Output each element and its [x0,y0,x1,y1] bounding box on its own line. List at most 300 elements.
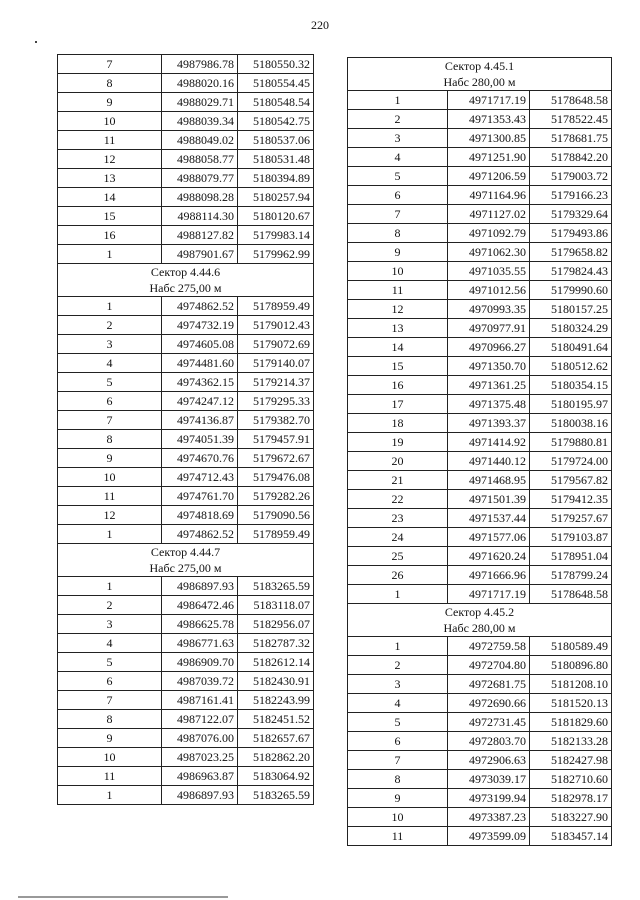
coordinate-x: 4971666.96 [448,566,530,585]
sector-header [58,544,314,577]
coordinate-y: 5180120.67 [238,207,314,226]
point-number: 26 [348,566,448,585]
point-number: 8 [58,430,162,449]
point-number: 23 [348,509,448,528]
coordinate-y: 5180554.45 [238,74,314,93]
table-row [348,110,612,129]
table-row [58,634,314,653]
point-number: 2 [348,656,448,675]
coordinate-x: 4972906.63 [448,751,530,770]
coordinate-y: 5180531.48 [238,150,314,169]
coordinate-x: 4971393.37 [448,414,530,433]
coordinate-y: 5178951.04 [530,547,612,566]
coordinate-y: 5180542.75 [238,112,314,131]
coordinate-y: 5182243.99 [238,691,314,710]
coordinate-y: 5182956.07 [238,615,314,634]
point-number: 13 [348,319,448,338]
point-number: 18 [348,414,448,433]
coordinate-x: 4986909.70 [162,653,238,672]
coordinate-x: 4988020.16 [162,74,238,93]
coordinate-x: 4988079.77 [162,169,238,188]
coordinate-x: 4971414.92 [448,433,530,452]
coordinate-x: 4974862.52 [162,525,238,544]
point-number: 12 [348,300,448,319]
point-number: 11 [58,131,162,150]
coordinate-x: 4972759.58 [448,637,530,656]
coordinate-y: 5183265.59 [238,786,314,805]
coordinate-y: 5179012.43 [238,316,314,335]
table-row [348,770,612,789]
point-number: 15 [58,207,162,226]
coordinate-x: 4987023.25 [162,748,238,767]
sector-height: Набс 280,00 м [443,75,516,89]
coordinate-x: 4971717.19 [448,91,530,110]
coordinate-x: 4970966.27 [448,338,530,357]
point-number: 6 [58,672,162,691]
coordinate-y: 5180157.25 [530,300,612,319]
point-number: 3 [348,129,448,148]
point-number: 8 [58,74,162,93]
coordinate-x: 4988058.77 [162,150,238,169]
point-number: 6 [348,186,448,205]
coordinate-y: 5179140.07 [238,354,314,373]
table-row [348,148,612,167]
table-row [348,452,612,471]
coordinate-x: 4971375.48 [448,395,530,414]
sector-header-row [58,264,314,297]
point-number: 4 [58,354,162,373]
coordinate-y: 5183457.14 [530,827,612,846]
coordinate-x: 4972731.45 [448,713,530,732]
table-row [58,226,314,245]
coordinate-x: 4971501.39 [448,490,530,509]
point-number: 4 [348,694,448,713]
coordinate-y: 5181208.10 [530,675,612,694]
coordinate-y: 5180896.80 [530,656,612,675]
coordinate-x: 4971353.43 [448,110,530,129]
point-number: 10 [58,748,162,767]
table-row [58,188,314,207]
coordinate-x: 4972690.66 [448,694,530,713]
coordinate-x: 4988049.02 [162,131,238,150]
coordinate-y: 5179457.91 [238,430,314,449]
coordinate-x: 4971717.19 [448,585,530,604]
coordinate-x: 4970993.35 [448,300,530,319]
coordinate-y: 5179090.56 [238,506,314,525]
coordinate-x: 4970977.91 [448,319,530,338]
coordinate-y: 5179962.99 [238,245,314,264]
coordinate-y: 5183227.90 [530,808,612,827]
point-number: 12 [58,150,162,169]
table-row [348,91,612,110]
coordinate-x: 4986897.93 [162,577,238,596]
coordinate-x: 4974818.69 [162,506,238,525]
coordinate-x: 4974862.52 [162,297,238,316]
table-row [348,129,612,148]
coordinate-x: 4971440.12 [448,452,530,471]
coordinate-y: 5180537.06 [238,131,314,150]
point-number: 2 [58,316,162,335]
table-row [348,675,612,694]
coordinate-x: 4971620.24 [448,547,530,566]
table-row [348,656,612,675]
coordinate-x: 4971468.95 [448,471,530,490]
coordinate-y: 5182451.52 [238,710,314,729]
point-number: 11 [348,281,448,300]
sector-title: Сектор 4.44.7 [150,545,221,559]
table-row [58,74,314,93]
table-row [348,490,612,509]
table-row [348,395,612,414]
table-row [348,827,612,846]
coordinate-y: 5179103.87 [530,528,612,547]
point-number: 9 [348,243,448,262]
coordinate-y: 5180195.97 [530,395,612,414]
coordinate-y: 5182133.28 [530,732,612,751]
coordinate-y: 5180589.49 [530,637,612,656]
coordinate-y: 5182612.14 [238,653,314,672]
table-row [58,112,314,131]
point-number: 4 [58,634,162,653]
coordinate-y: 5179983.14 [238,226,314,245]
table-row [58,316,314,335]
table-row [348,319,612,338]
point-number: 7 [58,411,162,430]
coordinate-x: 4974247.12 [162,392,238,411]
table-row [58,615,314,634]
coordinate-y: 5183064.92 [238,767,314,786]
point-number: 16 [58,226,162,245]
point-number: 6 [58,392,162,411]
point-number: 10 [58,112,162,131]
coordinate-x: 4988039.34 [162,112,238,131]
point-number: 17 [348,395,448,414]
point-number: 5 [58,653,162,672]
point-number: 9 [348,789,448,808]
coordinate-y: 5180038.16 [530,414,612,433]
coordinate-x: 4971035.55 [448,262,530,281]
point-number: 2 [348,110,448,129]
table-row [348,637,612,656]
point-number: 25 [348,547,448,566]
coordinate-y: 5179382.70 [238,411,314,430]
point-number: 3 [348,675,448,694]
sector-header [348,604,612,637]
coordinate-x: 4974732.19 [162,316,238,335]
table-row [348,186,612,205]
coordinate-x: 4988127.82 [162,226,238,245]
coordinate-y: 5182430.91 [238,672,314,691]
coordinates-table-left-body [58,55,314,805]
sector-height: Набс 275,00 м [149,281,222,295]
coordinate-y: 5179724.00 [530,452,612,471]
point-number: 8 [348,224,448,243]
coordinate-y: 5179412.35 [530,490,612,509]
point-number: 2 [58,596,162,615]
table-row [58,525,314,544]
point-number: 10 [348,808,448,827]
coordinate-y: 5179567.82 [530,471,612,490]
coordinate-x: 4971537.44 [448,509,530,528]
coordinate-y: 5180550.32 [238,55,314,74]
table-row [58,786,314,805]
table-row [348,281,612,300]
coordinate-x: 4974761.70 [162,487,238,506]
coordinate-y: 5179282.26 [238,487,314,506]
coordinate-y: 5179476.08 [238,468,314,487]
point-number: 12 [58,506,162,525]
coordinate-x: 4974670.76 [162,449,238,468]
coordinate-y: 5182862.20 [238,748,314,767]
coordinate-y: 5179824.43 [530,262,612,281]
coordinate-y: 5178959.49 [238,297,314,316]
table-row [58,748,314,767]
table-row [348,167,612,186]
table-row [58,207,314,226]
coordinate-y: 5180257.94 [238,188,314,207]
coordinate-y: 5180512.62 [530,357,612,376]
coordinate-x: 4972681.75 [448,675,530,694]
coordinate-y: 5180491.64 [530,338,612,357]
coordinate-x: 4971577.06 [448,528,530,547]
table-row [348,509,612,528]
coordinate-y: 5179072.69 [238,335,314,354]
table-row [58,93,314,112]
table-row [58,468,314,487]
table-row [58,297,314,316]
coordinate-x: 4973387.23 [448,808,530,827]
coordinate-y: 5179214.37 [238,373,314,392]
coordinate-x: 4971251.90 [448,148,530,167]
sector-header-row [348,604,612,637]
point-number: 7 [348,751,448,770]
sector-header [58,264,314,297]
coordinate-x: 4987986.78 [162,55,238,74]
sector-header-row [58,544,314,577]
coordinate-x: 4988029.71 [162,93,238,112]
point-number: 8 [58,710,162,729]
table-row [58,596,314,615]
point-number: 15 [348,357,448,376]
coordinate-y: 5182978.17 [530,789,612,808]
sector-height: Набс 280,00 м [443,621,516,635]
table-row [348,414,612,433]
point-number: 5 [348,167,448,186]
point-number: 24 [348,528,448,547]
coordinate-x: 4971164.96 [448,186,530,205]
point-number: 3 [58,615,162,634]
point-number: 22 [348,490,448,509]
coordinate-y: 5179658.82 [530,243,612,262]
coordinate-x: 4987076.00 [162,729,238,748]
coordinate-x: 4974712.43 [162,468,238,487]
sector-header-row [348,58,612,91]
coordinate-y: 5179295.33 [238,392,314,411]
point-number: 11 [348,827,448,846]
coordinate-x: 4987122.07 [162,710,238,729]
coordinate-x: 4988098.28 [162,188,238,207]
table-row [348,262,612,281]
sector-height: Набс 275,00 м [149,561,222,575]
point-number: 16 [348,376,448,395]
table-row [348,224,612,243]
point-number: 1 [58,245,162,264]
coordinate-x: 4974051.39 [162,430,238,449]
table-row [58,577,314,596]
coordinate-y: 5180548.54 [238,93,314,112]
table-row [58,653,314,672]
point-number: 19 [348,433,448,452]
coordinate-x: 4973199.94 [448,789,530,808]
point-number: 3 [58,335,162,354]
table-row [348,338,612,357]
sector-title: Сектор 4.44.6 [150,265,221,279]
table-row [348,471,612,490]
table-row [348,585,612,604]
coordinate-x: 4971361.25 [448,376,530,395]
coordinate-y: 5180354.15 [530,376,612,395]
point-number: 14 [348,338,448,357]
coordinate-x: 4971206.59 [448,167,530,186]
table-row [58,487,314,506]
coordinate-x: 4972803.70 [448,732,530,751]
sector-title: Сектор 4.45.1 [444,59,515,73]
table-row [58,335,314,354]
table-row [58,411,314,430]
coordinate-y: 5183118.07 [238,596,314,615]
coordinate-y: 5179880.81 [530,433,612,452]
table-row [348,205,612,224]
coordinate-x: 4971092.79 [448,224,530,243]
point-number: 11 [58,487,162,506]
coordinate-y: 5181520.13 [530,694,612,713]
point-number: 1 [348,91,448,110]
coordinate-x: 4971012.56 [448,281,530,300]
coordinate-x: 4986963.87 [162,767,238,786]
table-row [58,767,314,786]
table-row [58,449,314,468]
table-row [58,354,314,373]
table-row [348,357,612,376]
coordinate-y: 5182787.32 [238,634,314,653]
table-row [58,150,314,169]
table-row [58,430,314,449]
table-row [58,169,314,188]
table-row [348,694,612,713]
point-number: 7 [58,691,162,710]
table-row [348,433,612,452]
coordinate-y: 5179166.23 [530,186,612,205]
point-number: 1 [348,585,448,604]
point-number: 10 [58,468,162,487]
table-row [58,373,314,392]
coordinate-x: 4971127.02 [448,205,530,224]
table-row [348,789,612,808]
coordinate-y: 5179257.67 [530,509,612,528]
table-row [348,566,612,585]
coordinate-x: 4971350.70 [448,357,530,376]
table-row [58,131,314,150]
coordinate-y: 5182657.67 [238,729,314,748]
coordinate-y: 5178799.24 [530,566,612,585]
table-row [348,808,612,827]
coordinate-y: 5179990.60 [530,281,612,300]
point-number: 9 [58,729,162,748]
table-row [58,55,314,74]
coordinate-y: 5178959.49 [238,525,314,544]
coordinate-y: 5178681.75 [530,129,612,148]
coordinate-y: 5178522.45 [530,110,612,129]
coordinate-y: 5178842.20 [530,148,612,167]
point-number: 6 [348,732,448,751]
coordinate-x: 4987039.72 [162,672,238,691]
table-row [348,732,612,751]
coordinate-y: 5179003.72 [530,167,612,186]
coordinate-x: 4974136.87 [162,411,238,430]
point-number: 8 [348,770,448,789]
point-number: 5 [58,373,162,392]
point-number: 1 [58,525,162,544]
point-number: 20 [348,452,448,471]
table-row [348,243,612,262]
coordinate-y: 5178648.58 [530,585,612,604]
point-number: 5 [348,713,448,732]
point-number: 9 [58,449,162,468]
point-number: 7 [58,55,162,74]
coordinate-x: 4973039.17 [448,770,530,789]
coordinate-y: 5179329.64 [530,205,612,224]
coordinate-y: 5178648.58 [530,91,612,110]
table-row [58,245,314,264]
coordinate-x: 4971300.85 [448,129,530,148]
coordinate-x: 4988114.30 [162,207,238,226]
coordinate-x: 4987901.67 [162,245,238,264]
coordinate-y: 5179672.67 [238,449,314,468]
coordinates-table-right-body [348,58,612,846]
table-row [58,392,314,411]
point-number: 1 [58,577,162,596]
coordinate-x: 4971062.30 [448,243,530,262]
table-row [58,506,314,525]
coordinate-y: 5181829.60 [530,713,612,732]
point-number: 10 [348,262,448,281]
point-number: 13 [58,169,162,188]
coordinate-x: 4974362.15 [162,373,238,392]
sector-title: Сектор 4.45.2 [444,605,515,619]
table-row [348,300,612,319]
coordinate-x: 4986625.78 [162,615,238,634]
coordinate-x: 4974481.60 [162,354,238,373]
point-number: 14 [58,188,162,207]
coordinates-table-right [347,57,612,846]
coordinate-y: 5183265.59 [238,577,314,596]
table-row [348,547,612,566]
coordinate-x: 4972704.80 [448,656,530,675]
table-row [348,751,612,770]
table-row [348,713,612,732]
coordinate-y: 5179493.86 [530,224,612,243]
sector-header [348,58,612,91]
coordinate-x: 4986771.63 [162,634,238,653]
coordinate-y: 5180394.89 [238,169,314,188]
point-number: 1 [58,786,162,805]
coordinate-x: 4986897.93 [162,786,238,805]
point-number: 11 [58,767,162,786]
point-number: 4 [348,148,448,167]
page-number: 220 [311,18,329,32]
coordinate-x: 4987161.41 [162,691,238,710]
point-number: 1 [58,297,162,316]
